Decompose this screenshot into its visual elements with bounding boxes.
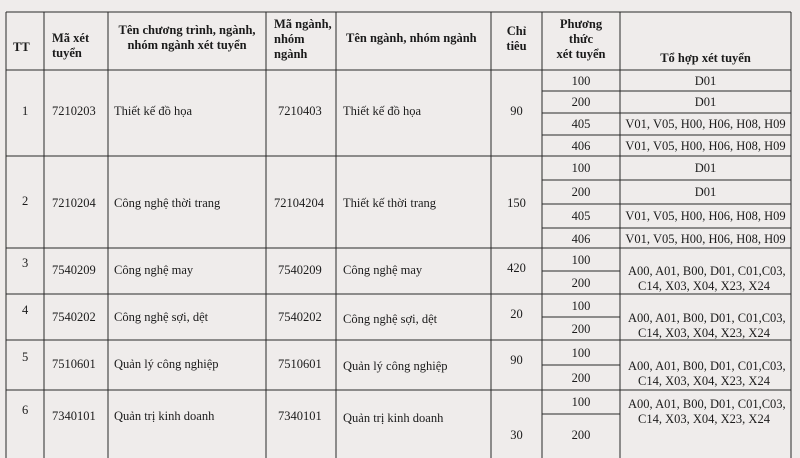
row-1-chi-tieu: 90: [510, 104, 523, 118]
header-ten-chuong-trinh-2: nhóm ngành xét tuyển: [127, 38, 247, 52]
header-chi-tieu-1: Chỉ: [506, 24, 527, 38]
header-phuong-thuc-3: xét tuyển: [556, 47, 606, 61]
row-6-combo-line-2: C14, X03, X04, X23, X24: [638, 412, 770, 426]
row-5-combo-line-2: C14, X03, X04, X23, X24: [638, 374, 770, 388]
row-1-ma-nganh: 7210403: [278, 104, 322, 118]
row-4-combo-line-2: C14, X03, X04, X23, X24: [638, 326, 770, 340]
row-3-ma-nganh: 7540209: [278, 263, 322, 277]
row-5-tt: 5: [22, 350, 29, 364]
row-2-tt: 2: [22, 194, 29, 208]
row-5-ma-xet-tuyen: 7510601: [52, 357, 96, 371]
row-4-ten-nganh: Công nghệ sợi, dệt: [343, 312, 438, 326]
row-4-ma-nganh: 7540202: [278, 310, 322, 324]
row-3-tt: 3: [22, 256, 29, 270]
row-1-method-2: 200: [571, 95, 591, 109]
row-4-ten-chuong-trinh: Công nghệ sợi, dệt: [114, 310, 209, 324]
header-ma-nganh-1: Mã ngành,: [274, 17, 332, 31]
row-1-method-1: 100: [571, 74, 591, 88]
row-1-combo-3: V01, V05, H00, H06, H08, H09: [625, 117, 786, 131]
row-3-ma-xet-tuyen: 7540209: [52, 263, 96, 277]
row-6-combo-line-1: A00, A01, B00, D01, C01,C03,: [628, 397, 786, 411]
row-6-ma-xet-tuyen: 7340101: [52, 409, 96, 423]
row-6-method-1: 100: [571, 395, 591, 409]
row-5-method-1: 100: [571, 346, 591, 360]
row-5-ten-nganh: Quản lý công nghiệp: [343, 359, 448, 373]
row-4-chi-tieu: 20: [510, 307, 523, 321]
row-5-ma-nganh: 7510601: [278, 357, 322, 371]
row-3-ten-nganh: Công nghệ may: [343, 263, 423, 277]
row-6-ma-nganh: 7340101: [278, 409, 322, 423]
row-2-ma-nganh: 72104204: [274, 196, 324, 210]
row-2-combo-2: D01: [694, 185, 717, 199]
row-3-combo-line-1: A00, A01, B00, D01, C01,C03,: [628, 264, 786, 278]
header-ma-nganh-3: ngành: [274, 47, 308, 61]
row-2-ten-nganh: Thiết kế thời trang: [343, 196, 437, 210]
header-phuong-thuc-1: Phương: [559, 17, 603, 31]
row-3-ten-chuong-trinh: Công nghệ may: [114, 263, 194, 277]
row-6-chi-tieu: 30: [510, 428, 523, 442]
row-5-combo-line-1: A00, A01, B00, D01, C01,C03,: [628, 359, 786, 373]
row-4-method-1: 100: [571, 299, 591, 313]
row-2-method-2: 200: [571, 185, 591, 199]
row-4-ma-xet-tuyen: 7540202: [52, 310, 96, 324]
row-4-combo-line-1: A00, A01, B00, D01, C01,C03,: [628, 311, 786, 325]
row-1-method-4: 406: [571, 139, 591, 153]
row-1-ma-xet-tuyen: 7210203: [52, 104, 96, 118]
row-1-combo-4: V01, V05, H00, H06, H08, H09: [625, 139, 786, 153]
header-tt: TT: [13, 40, 30, 54]
row-6-tt: 6: [22, 403, 29, 417]
header-ten-nganh: Tên ngành, nhóm ngành: [346, 31, 477, 45]
row-6-method-2: 200: [571, 428, 591, 442]
row-2-ma-xet-tuyen: 7210204: [52, 196, 96, 210]
row-5-method-2: 200: [571, 371, 591, 385]
row-1-ten-nganh: Thiết kế đồ họa: [343, 104, 422, 118]
header-phuong-thuc-2: thức: [568, 32, 594, 46]
row-1-tt: 1: [22, 104, 29, 118]
header-chi-tieu-2: tiêu: [506, 39, 527, 53]
row-2-combo-4: V01, V05, H00, H06, H08, H09: [625, 232, 786, 246]
row-4-tt: 4: [22, 303, 29, 317]
row-3-chi-tieu: 420: [507, 261, 526, 275]
row-1-combo-2: D01: [694, 95, 717, 109]
row-1-combo-1: D01: [694, 74, 717, 88]
row-2-method-4: 406: [571, 232, 591, 246]
header-ma-xet-tuyen-1: Mã xét: [52, 31, 90, 45]
header-ten-chuong-trinh-1: Tên chương trình, ngành,: [118, 23, 256, 37]
row-2-method-1: 100: [571, 161, 591, 175]
row-5-chi-tieu: 90: [510, 353, 523, 367]
row-4-method-2: 200: [571, 322, 591, 336]
row-1-method-3: 405: [571, 117, 591, 131]
header-ma-xet-tuyen-2: tuyển: [52, 46, 82, 60]
header-ma-nganh-2: nhóm: [274, 32, 305, 46]
row-1-ten-chuong-trinh: Thiết kế đồ họa: [114, 104, 193, 118]
row-2-ten-chuong-trinh: Công nghệ thời trang: [114, 196, 221, 210]
row-3-method-2: 200: [571, 276, 591, 290]
row-2-chi-tieu: 150: [507, 196, 526, 210]
row-2-method-3: 405: [571, 209, 591, 223]
row-6-ten-nganh: Quản trị kinh doanh: [343, 411, 444, 425]
row-6-ten-chuong-trinh: Quản trị kinh doanh: [114, 409, 215, 423]
row-3-method-1: 100: [571, 253, 591, 267]
row-3-combo-line-2: C14, X03, X04, X23, X24: [638, 279, 770, 293]
row-2-combo-1: D01: [694, 161, 717, 175]
row-2-combo-3: V01, V05, H00, H06, H08, H09: [625, 209, 786, 223]
header-to-hop: Tổ hợp xét tuyển: [660, 51, 751, 65]
row-5-ten-chuong-trinh: Quản lý công nghiệp: [114, 357, 219, 371]
